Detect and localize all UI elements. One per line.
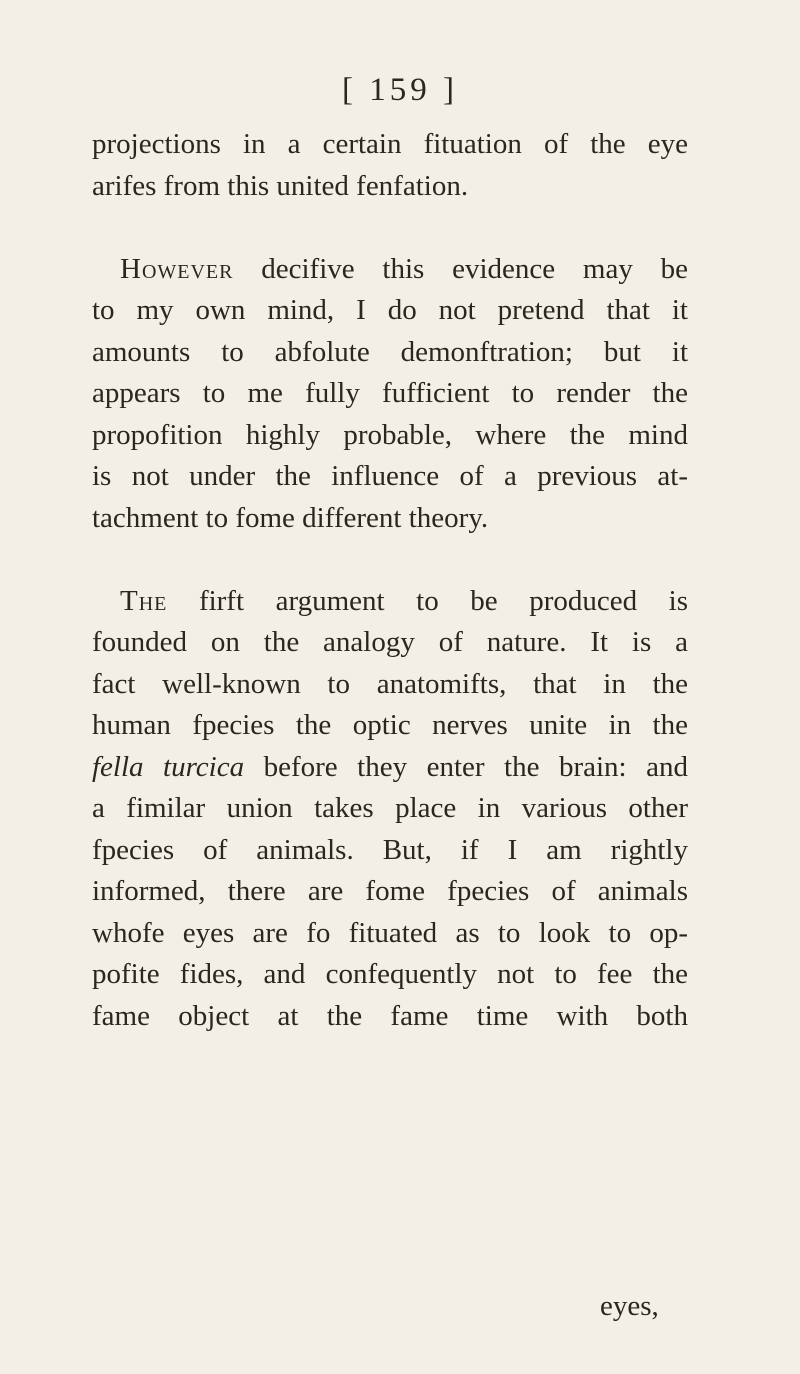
paragraph-3-line-2: founded on the analogy of nature. It is a [92, 626, 688, 658]
paragraph-2-line-4: appears to me fully fufficient to render the [92, 377, 688, 409]
paragraph-3-line-5 [92, 747, 688, 789]
paragraph-3-line-1-rest: firft argument to be produced is [167, 584, 688, 617]
paragraph-3-line-11: fame object at the fame time with both [92, 999, 688, 1032]
paragraph-gap [92, 539, 688, 581]
paragraph-2-line-6: is not under the influence of a previous at- [92, 460, 688, 492]
paragraph-2-line-5: propofition highly probable, where the mind [92, 418, 688, 451]
page-body [92, 124, 688, 1037]
paragraph-3-line-9: whofe eyes are fo fituated as to look to op- [92, 916, 688, 949]
paragraph-2-line-1-rest: decifive this evidence may be [233, 252, 688, 285]
paragraph-3-lead-word: The [120, 584, 168, 617]
paragraph-3-line-6: a fimilar union takes place in various other [92, 792, 688, 824]
catchword: eyes, [600, 1290, 659, 1322]
paragraph-3-line-5-rest: before they enter the brain: and [244, 750, 688, 783]
latin-term: fella turcica [92, 750, 245, 783]
paragraph-3-line-3: fact well-known to anatomifts, that in the [92, 667, 688, 700]
paragraph-3-line-7: fpecies of animals. But, if I am rightly [92, 833, 688, 866]
paragraph-1-line-2: arifes from this united fenfation. [92, 169, 469, 202]
paragraph-3-line-1 [92, 581, 688, 623]
paragraph-2-line-2: to my own mind, I do not pretend that it [92, 294, 688, 326]
paragraph-2-lead-word: However [120, 252, 234, 285]
paragraph-2-line-7: tachment to fome different theory. [92, 501, 489, 534]
paragraph-gap [92, 207, 688, 249]
paragraph-2-line-3: amounts to abfolute demonftration; but it [92, 335, 688, 368]
paragraph-1-line-1: projections in a certain fituation of the eye [92, 128, 688, 160]
paragraph-3-line-4: human fpecies the optic nerves unite in the [92, 709, 688, 741]
paragraph-3-line-8: informed, there are fome fpecies of animals [92, 875, 688, 907]
paragraph-3-line-10: pofite fides, and confequently not to fee the [92, 958, 688, 990]
page-number: [ 159 ] [342, 72, 458, 108]
paragraph-2-line-1 [92, 249, 688, 291]
